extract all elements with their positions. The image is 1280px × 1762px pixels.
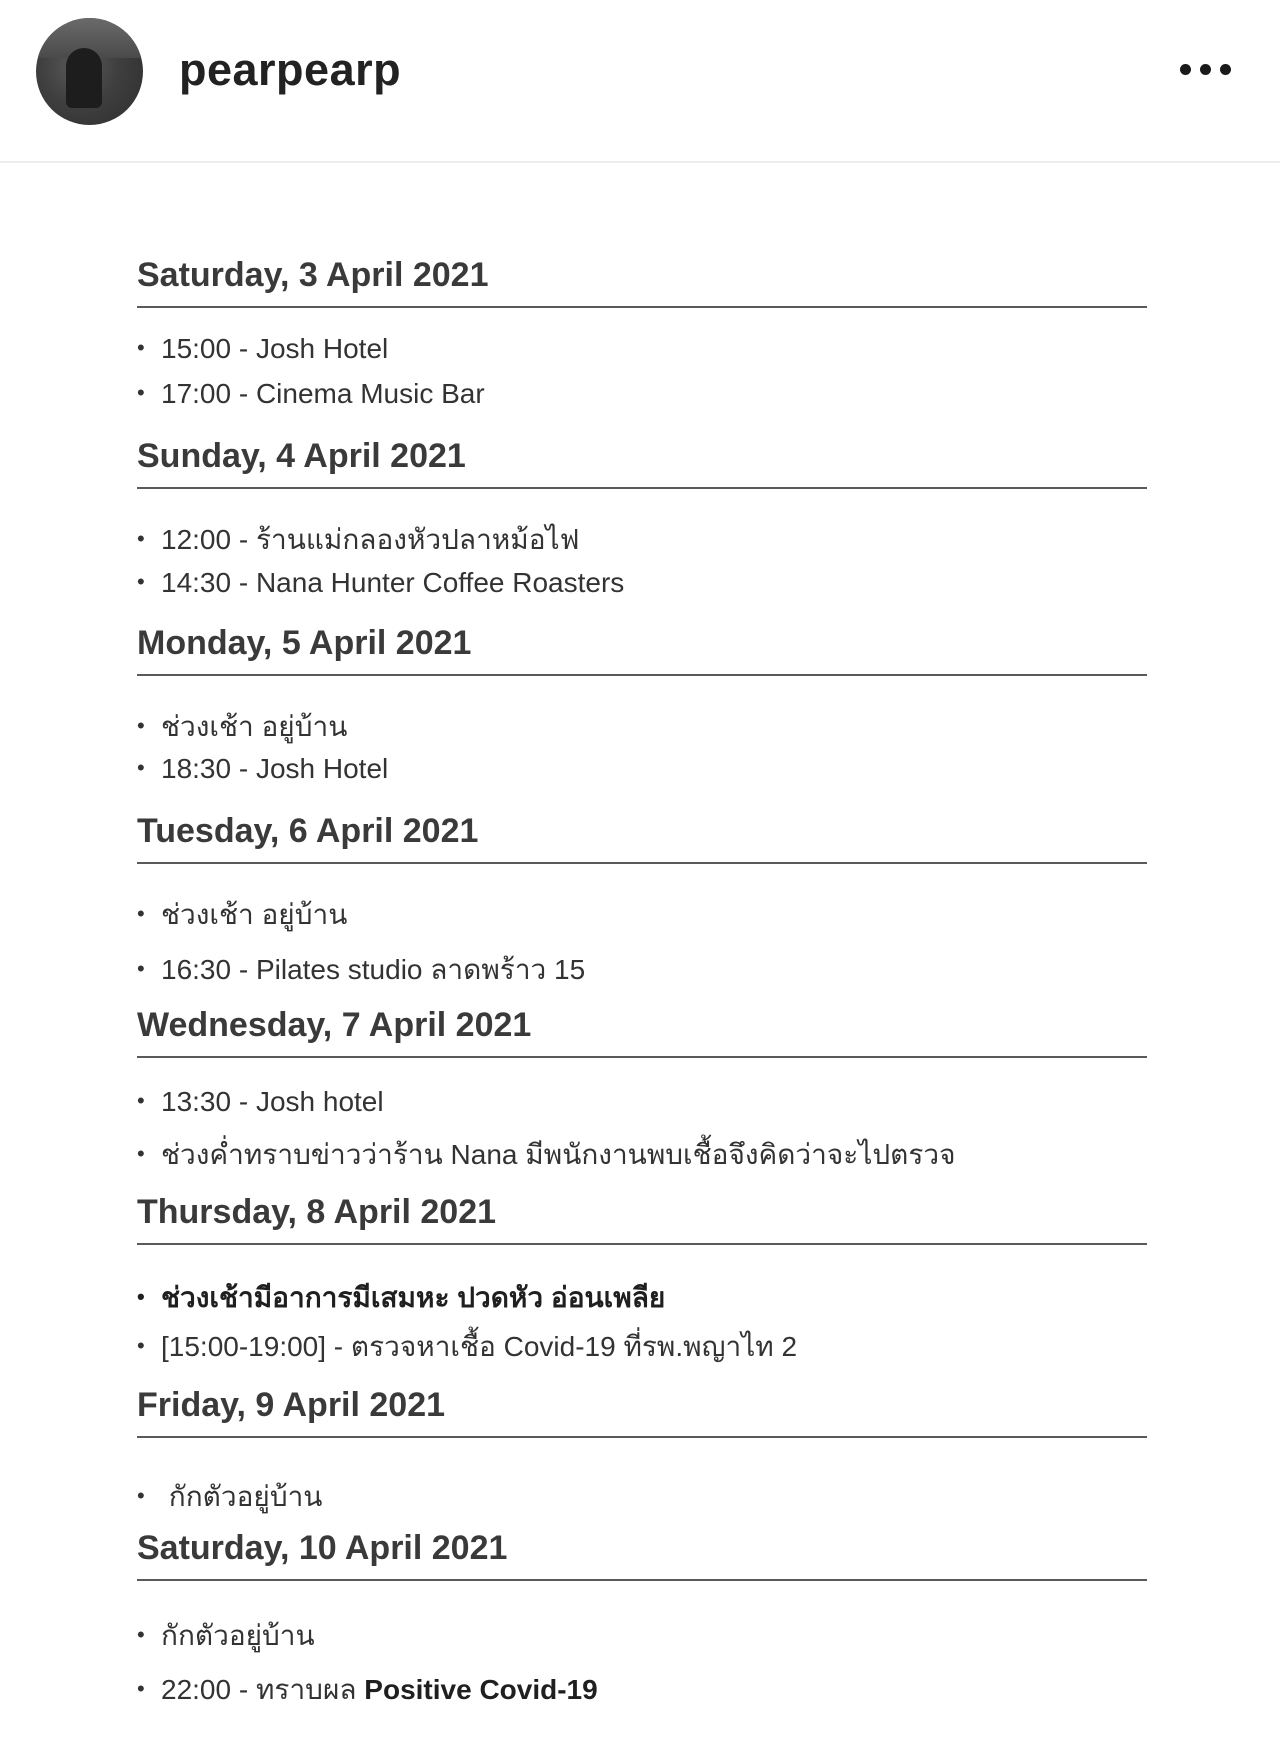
bullet-icon: •	[137, 1622, 145, 1647]
username[interactable]: pearpearp	[179, 44, 402, 95]
day-title: Sunday, 4 April 2021	[137, 437, 466, 475]
timeline-entry	[137, 948, 585, 992]
entry-text: 14:30 - Nana Hunter Coffee Roasters	[161, 567, 625, 598]
bullet-icon: •	[137, 1483, 145, 1508]
day-title: Saturday, 3 April 2021	[137, 256, 489, 294]
entry-text: ช่วงค่ำทราบข่าวว่าร้าน Nana มีพนักงานพบเชื้อจึงคิดว่าจะไปตรวจ	[161, 1139, 956, 1170]
timeline-entry	[137, 1668, 598, 1712]
bullet-icon: •	[137, 755, 145, 780]
entry-text: กักตัวอยู่บ้าน	[161, 1620, 315, 1651]
bullet-icon: •	[137, 1284, 145, 1309]
more-dot	[1200, 64, 1211, 75]
bullet-icon: •	[137, 335, 145, 360]
bullet-icon: •	[137, 956, 145, 981]
entry-text: 18:30 - Josh Hotel	[161, 753, 389, 784]
day-title: Saturday, 10 April 2021	[137, 1529, 508, 1567]
entry-text: ช่วงเช้ามีอาการมีเสมหะ ปวดหัว อ่อนเพลีย	[161, 1282, 666, 1313]
bullet-icon: •	[137, 1088, 145, 1113]
timeline-entry	[137, 378, 485, 410]
bullet-icon: •	[137, 526, 145, 551]
more-dot	[1220, 64, 1231, 75]
day-title: Wednesday, 7 April 2021	[137, 1006, 532, 1044]
timeline-entry	[137, 1086, 384, 1118]
more-horizontal-icon[interactable]	[1180, 64, 1232, 76]
timeline-entry	[137, 1475, 322, 1519]
timeline-entry	[137, 1614, 315, 1658]
day-title: Thursday, 8 April 2021	[137, 1193, 497, 1231]
more-dot	[1180, 64, 1191, 75]
bullet-icon: •	[137, 1141, 145, 1166]
timeline-entry	[137, 893, 347, 937]
avatar[interactable]	[36, 18, 143, 125]
post-header	[0, 0, 1280, 163]
day-divider	[137, 487, 1147, 489]
bullet-icon: •	[137, 1676, 145, 1701]
timeline-entry	[137, 518, 579, 562]
entry-text: 16:30 - Pilates studio ลาดพร้าว 15	[161, 954, 586, 985]
entry-highlight: Positive Covid-19	[364, 1674, 598, 1705]
timeline-entry	[137, 333, 388, 365]
entry-text: 22:00 - ทราบผล	[161, 1674, 365, 1705]
bullet-icon: •	[137, 569, 145, 594]
day-title: Friday, 9 April 2021	[137, 1386, 446, 1424]
day-divider	[137, 1579, 1147, 1581]
entry-text: ช่วงเช้า อยู่บ้าน	[161, 711, 348, 742]
day-divider	[137, 1056, 1147, 1058]
day-title: Tuesday, 6 April 2021	[137, 812, 479, 850]
bullet-icon: •	[137, 380, 145, 405]
day-divider	[137, 674, 1147, 676]
avatar-figure	[66, 48, 102, 108]
day-divider	[137, 862, 1147, 864]
entry-text: กักตัวอยู่บ้าน	[161, 1481, 323, 1512]
timeline-entry	[137, 705, 347, 749]
timeline-entry	[137, 753, 388, 785]
entry-text: ช่วงเช้า อยู่บ้าน	[161, 899, 348, 930]
bullet-icon: •	[137, 713, 145, 738]
timeline-entry	[137, 1325, 797, 1369]
day-title: Monday, 5 April 2021	[137, 624, 472, 662]
timeline-entry	[137, 1133, 956, 1177]
timeline-entry	[137, 567, 624, 599]
day-divider	[137, 1243, 1147, 1245]
day-divider	[137, 1436, 1147, 1438]
entry-text: [15:00-19:00] - ตรวจหาเชื้อ Covid-19 ที่รพ.พญาไท 2	[161, 1331, 798, 1362]
bullet-icon: •	[137, 1333, 145, 1358]
entry-text: 17:00 - Cinema Music Bar	[161, 378, 485, 409]
timeline-entry	[137, 1276, 665, 1320]
entry-text: 15:00 - Josh Hotel	[161, 333, 389, 364]
bullet-icon: •	[137, 901, 145, 926]
day-divider	[137, 306, 1147, 308]
entry-text: 13:30 - Josh hotel	[161, 1086, 384, 1117]
entry-text: 12:00 - ร้านแม่กลองหัวปลาหม้อไฟ	[161, 524, 580, 555]
